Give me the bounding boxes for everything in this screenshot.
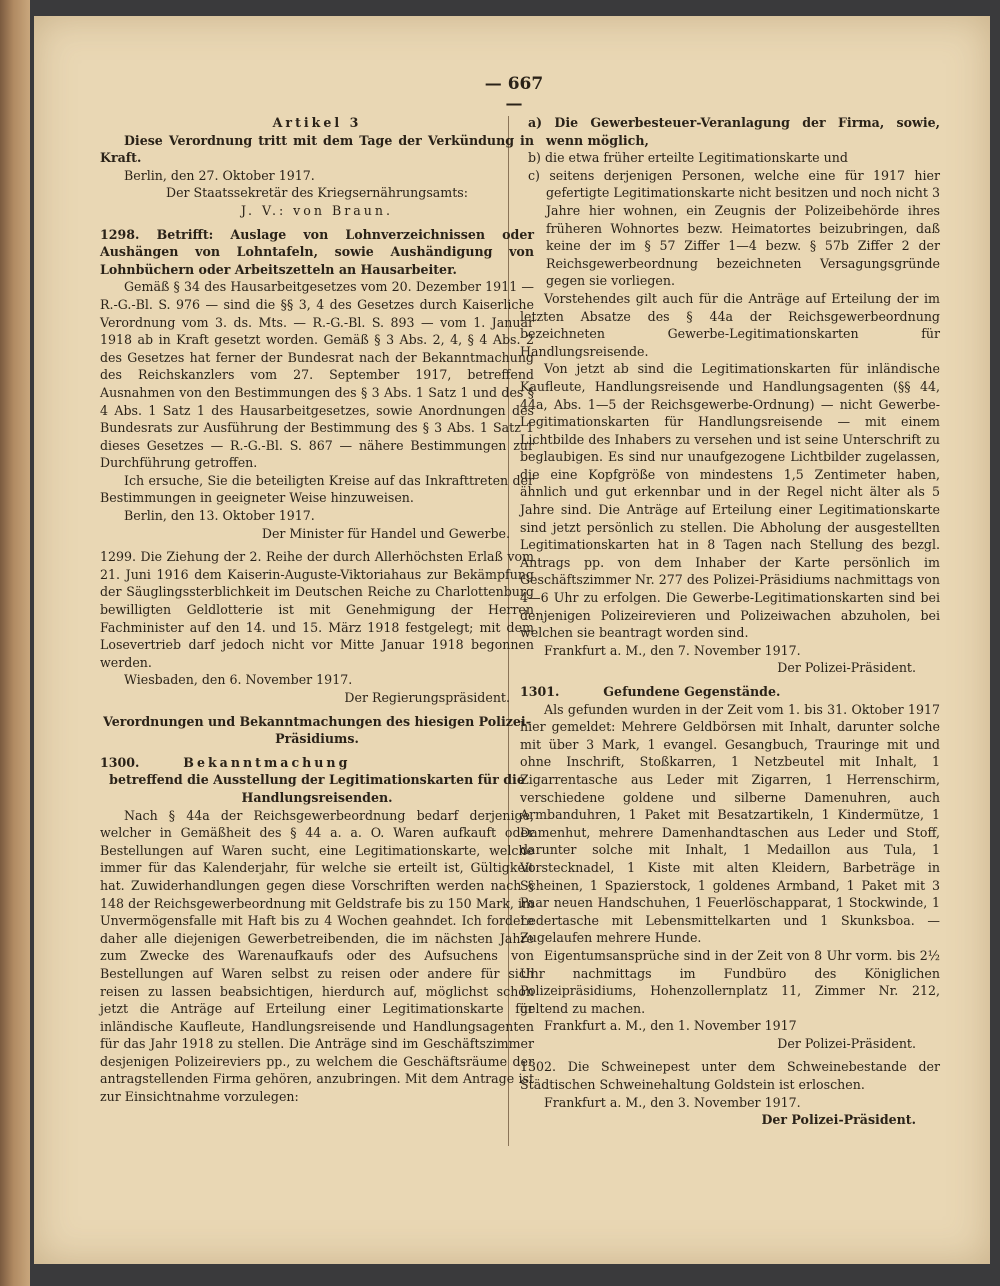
notice-1300-subtitle: betreffend die Ausstellung der Legitimationskarten für die Handlungsreisenden. (109, 772, 525, 805)
notice-1301-body: Als gefunden wurden in der Zeit vom 1. bis 31. Oktober 1917 hier gemeldet: Mehrere Geldbörsen mit Inhalt, darunter solche mit über 3 Mark, 1 evangel. Gesangbuch, Trauringe mit und ohne Inschrift, Stoßkarren, 1 Netzbeutel mit Inhalt, 1 Zigarrentasche aus Leder mit Zigarren, 1 Herrenschirm, verschiedene goldene und silberne Damenuhren, auch Armbanduhren, 1 Paket mit Besatzartikeln, 1 Kindermütze, 1 Damenhut, mehrere Damenhandtaschen aus Leder und Stoff, darunter solche mit Inhalt, 1 Medaillon aus Tula, 1 Vorstecknadel, 1 Kiste mit alten Kleidern, Barbeträge in Scheinen, 1 Spazierstock, 1 goldenes Armband, 1 Paket mit 3 Paar neuen Handschuhen, 1 Feuerlöschapparat, 1 Stockwinde, 1 Ledertasche mit Lebensmittelkarten und 1 Skunksboa. — Zugelaufen mehrere Hunde. (520, 701, 940, 946)
page-number: — 667 — (484, 74, 544, 114)
article-3-text: Diese Verordnung tritt mit dem Tage der Verkündung in Kraft. (100, 132, 534, 166)
notice-1299-date: Wiesbaden, den 6. November 1917. (124, 672, 353, 688)
section-title: Verordnungen und Bekanntmachungen des hiesigen Polizei-Präsidiums. (103, 713, 531, 747)
notice-1298-title: 1298. Betrifft: Auslage von Lohnverzeichnissen oder Aushängen von Lohntafeln, sowie Aushändigung von Lohnbüchern oder Arbeitszetteln an Hausarbeiter. (100, 226, 534, 277)
paragraph-von-jetzt: Von jetzt ab sind die Legitimationskarten für inländische Kaufleute, Handlungsreisende und Handlungsagenten (§§ 44, 44a, Abs. 1—5 der Reichsgewerbe-Ordnung) — nicht Gewerbe-Legitimationskarten für Handlungsreisende — mit einem Lichtbilde des Inhabers zu versehen und ist seine Unterschrift zu beglaubigen. Es sind nur unaufgezogene Lichtbilder zugelassen, die eine Kopfgröße von mindestens 1,5 Zentimeter haben, ähnlich und gut erkennbar und in der Regel nicht älter als 5 Jahre sind. Die Anträge auf Erteilung einer Legitimationskarte sind jetzt persönlich zu stellen. Die Abholung der ausgestellten Legitimationskarten hat in 8 Tagen nach Stellung des bezgl. Antrags pp. von dem Inhaber der Karte persönlich im Geschäftszimmer Nr. 277 des Polizei-Präsidiums nachmittags von 4—6 Uhr zu erfolgen. Die Gewerbe-Legitimationskarten sind bei denjenigen Polizeirevieren und Polizeiwachen abzuholen, bei welchen sie beantragt worden sind. (520, 361, 940, 641)
notice-1302-text: 1302. Die Schweinepest unter dem Schweinebestande der Städtischen Schweinehaltung Goldstein ist erloschen. (520, 1059, 940, 1093)
notice-1300-date: Frankfurt a. M., den 7. November 1917. (544, 642, 801, 658)
notice-1302-signature: Der Polizei-Präsident. (761, 1112, 916, 1128)
article-3-title: Artikel 3 (272, 115, 362, 130)
notice-1301-head: Gefundene Gegenstände. (603, 684, 781, 699)
list-item-c: c) seitens derjenigen Personen, welche eine für 1917 hier gefertigte Legitimationskarte nicht besitzen und noch nicht 3 Jahre hier wohnen, ein Zeugnis der Polizeibehörde ihres früheren Wohnortes bezw. Heimatortes beizubringen, daß keine der im § 57 Ziffer 1—4 bezw. § 57b Ziffer 2 der Reichsgewerbeordnung bezeichneten Versagungsgründe gegen sie vorliegen. (528, 167, 940, 289)
article-3-date: Berlin, den 27. Oktober 1917. (124, 167, 315, 183)
left-column (100, 114, 534, 1106)
notice-1300-signature: Der Polizei-Präsident. (777, 660, 916, 676)
right-column (520, 114, 940, 1129)
notice-1301-signature: Der Polizei-Präsident. (777, 1035, 916, 1051)
notice-1298-signature: Der Minister für Handel und Gewerbe. (261, 525, 510, 541)
notice-1300-number: 1300. (100, 754, 140, 770)
notice-1301-date: Frankfurt a. M., den 1. November 1917 (544, 1018, 797, 1034)
notice-1298-request: Ich ersuche, Sie die beteiligten Kreise auf das Inkrafttreten der Bestimmungen in geeigneter Weise hinzuweisen. (100, 472, 534, 506)
notice-1300-head: Bekanntmachung (183, 754, 351, 770)
notice-1299-signature: Der Regierungspräsident. (344, 690, 510, 705)
notice-1300-body: Nach § 44a der Reichsgewerbeordnung bedarf derjenige, welcher in Gemäßheit des § 44 a. a. O. Waren aufkauft oder Bestellungen auf Waren sucht, eine Legitimationskarte, welche immer für das Kalenderjahr, für welche sie erteilt ist, Gültigkeit hat. Zuwiderhandlungen gegen diese Vorschriften werden nach § 148 der Reichsgewerbeordnung mit Geldstrafe bis zu 150 Mark, im Unvermögensfalle mit Haft bis zu 4 Wochen geahndet. Ich fordere daher alle diejenigen Gewerbetreibenden, die im nächsten Jahre zum Zwecke des Warenaufkaufs oder des Aufsuchens von Bestellungen auf Waren selbst zu reisen oder andere für sich reisen zu lassen beabsichtigen, hierdurch auf, möglichst schon jetzt die Anträge auf Erteilung einer Legitimationskarte für inländische Kaufleute, Handlungsreisende und Handlungsagenten für das Jahr 1918 zu stellen. Die Anträge sind im Geschäftszimmer desjenigen Polizeireviers pp., zu welchem die Geschäftsräume der antragstellenden Firma gehören, anzubringen. Mit dem Antrage ist zur Einsichtnahme vorzulegen: (100, 807, 534, 1105)
article-3-signatory: Der Staatssekretär des Kriegsernährungsamts: (165, 185, 469, 201)
notice-1298-body: Gemäß § 34 des Hausarbeitgesetzes vom 20. Dezember 1911 — R.-G.-Bl. S. 976 — sind die §§ 3, 4 des Gesetzes durch Kaiserliche Verordnung vom 3. ds. Mts. — R.-G.-Bl. S. 893 — vom 1. Januar 1918 ab in Kraft gesetzt worden. Gemäß § 3 Abs. 2, 4, § 4 Abs. 2 des Gesetzes hat ferner der Bundesrat nach der Bekanntmachung des Reichskanzlers vom 27. September 1917, betreffend Ausnahmen von den Bestimmungen des § 3 Abs. 1 Satz 1 und des § 4 Abs. 1 Satz 1 des Hausarbeitgesetzes, sowie Anordnungen des Bundesrats zur Ausführung der Bestimmung des § 3 Abs. 1 Satz 1 dieses Gesetzes — R.-G.-Bl. S. 867 — nähere Bestimmungen zur Durchführung getroffen. (100, 279, 534, 471)
notice-1302-date: Frankfurt a. M., den 3. November 1917. (544, 1094, 801, 1110)
notice-1299-text: 1299. Die Ziehung der 2. Reihe der durch Allerhöchsten Erlaß vom 21. Juni 1916 dem Kaiserin-Auguste-Viktoriahaus zur Bekämpfung der Säuglingssterblichkeit im Deutschen Reiche zu Charlottenburg bewilligten Geldlotterie ist mit Genehmigung der Herren Fachminister auf den 14. und 15. März 1918 festgelegt; mit dem Losevertrieb darf jedoch nicht vor Mitte Januar 1918 begonnen werden. (100, 549, 534, 670)
notice-1301-claims: Eigentumsansprüche sind in der Zeit von 8 Uhr vorm. bis 2½ Uhr nachmittags im Fundbüro des Königlichen Polizeipräsidiums, Hohenzollernplatz 11, Zimmer Nr. 212, geltend zu machen. (520, 947, 940, 1016)
book-spine (0, 0, 30, 1286)
notice-1298-date: Berlin, den 13. Oktober 1917. (124, 508, 315, 524)
list-item-b: b) die etwa früher erteilte Legitimationskarte und (528, 150, 848, 166)
article-3-signature: J. V.: von Braun. (240, 202, 394, 218)
paragraph-vorstehendes: Vorstehendes gilt auch für die Anträge auf Erteilung der im letzten Absatze des § 44a der Reichsgewerbeordnung bezeichneten Gewerbe-Legitimationskarten für Handlungsreisende. (520, 290, 940, 359)
notice-1301-heading (520, 683, 940, 701)
list-item-a: a) Die Gewerbesteuer-Veranlagung der Firma, sowie, wenn möglich, (528, 115, 940, 148)
notice-1300-heading (100, 754, 534, 772)
gazette-page (34, 16, 990, 1264)
notice-1301-number: 1301. (520, 684, 560, 699)
